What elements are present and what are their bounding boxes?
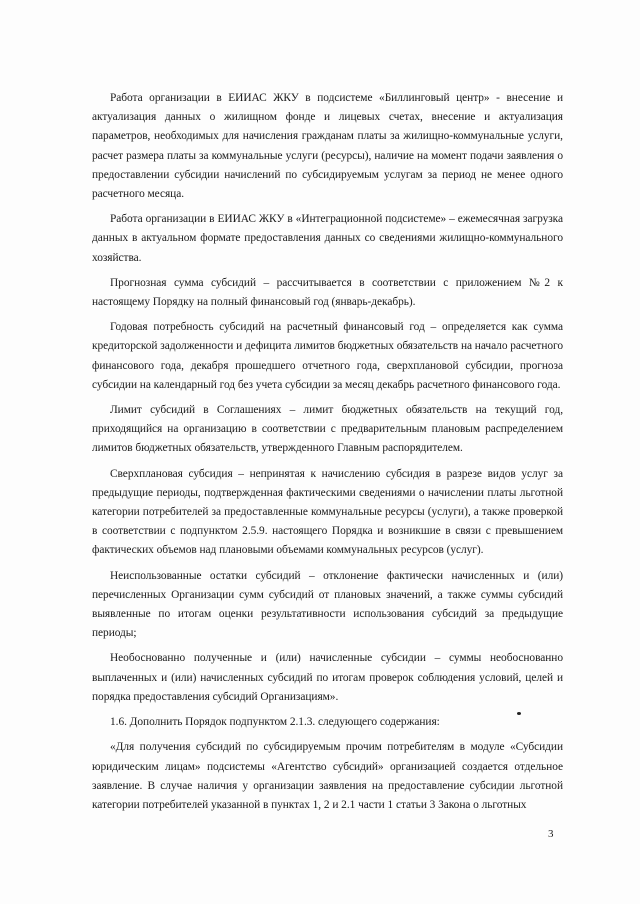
paragraph-forecast-subsidy: Прогнозная сумма субсидий – рассчитывается в соответствии с приложением №2 к настоящему Порядку на полный финансовый год (январь-декабрь). [92, 276, 563, 309]
paragraph-integration-subsystem: Работа организации в ЕИИАС ЖКУ в «Интеграционной подсистеме» – ежемесячная загрузка данных в актуальном формате предоставления данных со сведениями жилищно-коммунального хозяйства. [92, 213, 563, 264]
paragraph-unused-balances: Неиспользованные остатки субсидий – отклонение фактически начисленных и (или) перечисленных Организации сумм субсидий от плановых значений, а также суммы субсидий выявленные по итогам оценки результативности использования субсидий за предыдущие периоды; [92, 569, 563, 640]
paragraph-annual-need: Годовая потребность субсидий на расчетный финансовый год – определяется как сумма кредиторской задолженности и дефицита лимитов бюджетных обязательств на начало расчетного финансового года, декабря прошедшего отчетного года, сверхплановой субсидии, прогноза субсидии на календарный год без учета субсидии за месяц декабрь расчетного финансового года. [92, 321, 563, 391]
paragraph-unjustified-subsidies: Необоснованно полученные и (или) начисленные субсидии – суммы необоснованно выплаченных и (или) начисленных субсидий по итогам проверок соблюдения условий, целей и порядка предоставления субсидий Организациям». [92, 652, 563, 703]
paragraph-amendment-1-6: 1.6. Дополнить Порядок подпунктом 2.1.3. следующего содержания: [110, 716, 440, 729]
document-body [92, 89, 563, 815]
page-number: 3 [548, 828, 554, 840]
paragraph-excess-subsidy: Сверхплановая субсидия – непринятая к начислению субсидия в разрезе видов услуг за предыдущие периоды, подтвержденная фактическими сведениями о начислении платы льготной категории потребителей за предоставленные коммунальные ресурсы (услуги), а также проверкой в соответствии с подпунктом 2.5.9. настоящего Порядка и возникшие в связи с превышением фактических объемов над плановыми объемами коммунальных ресурсов (услуг). [92, 467, 563, 557]
paragraph-subsidy-limit: Лимит субсидий в Соглашениях – лимит бюджетных обязательств на текущий год, приходящийся на организацию в соответствии с предварительным плановым распределением лимитов бюджетных обязательств, утвержденного Главным распорядителем. [92, 404, 563, 455]
paragraph-billing-center: Работа организации в ЕИИАС ЖКУ в подсистеме «Биллинговый центр» - внесение и актуализация данных о жилищном фонде и лицевых счетах, внесение и актуализация параметров, необходимых для начисления гражданам платы за жилищно-коммунальные услуги, расчет размера платы за коммунальные услуги (ресурсы), наличие на момент подачи заявления о предоставлении субсидии начислений по субсидируемым услугам за период не менее одного расчетного месяца. [92, 92, 563, 201]
paragraph-subsidy-application: «Для получения субсидий по субсидируемым прочим потребителям в модуле «Субсидии юридическим лицам» подсистемы «Агентство субсидий» организацией создается отдельное заявление. В случае наличия у организации заявления на предоставление субсидии льготной категории потребителей указанной в пунктах 1, 2 и 2.1 части 1 статьи 3 Закона о льготных [92, 741, 563, 811]
scan-speck [517, 712, 521, 715]
